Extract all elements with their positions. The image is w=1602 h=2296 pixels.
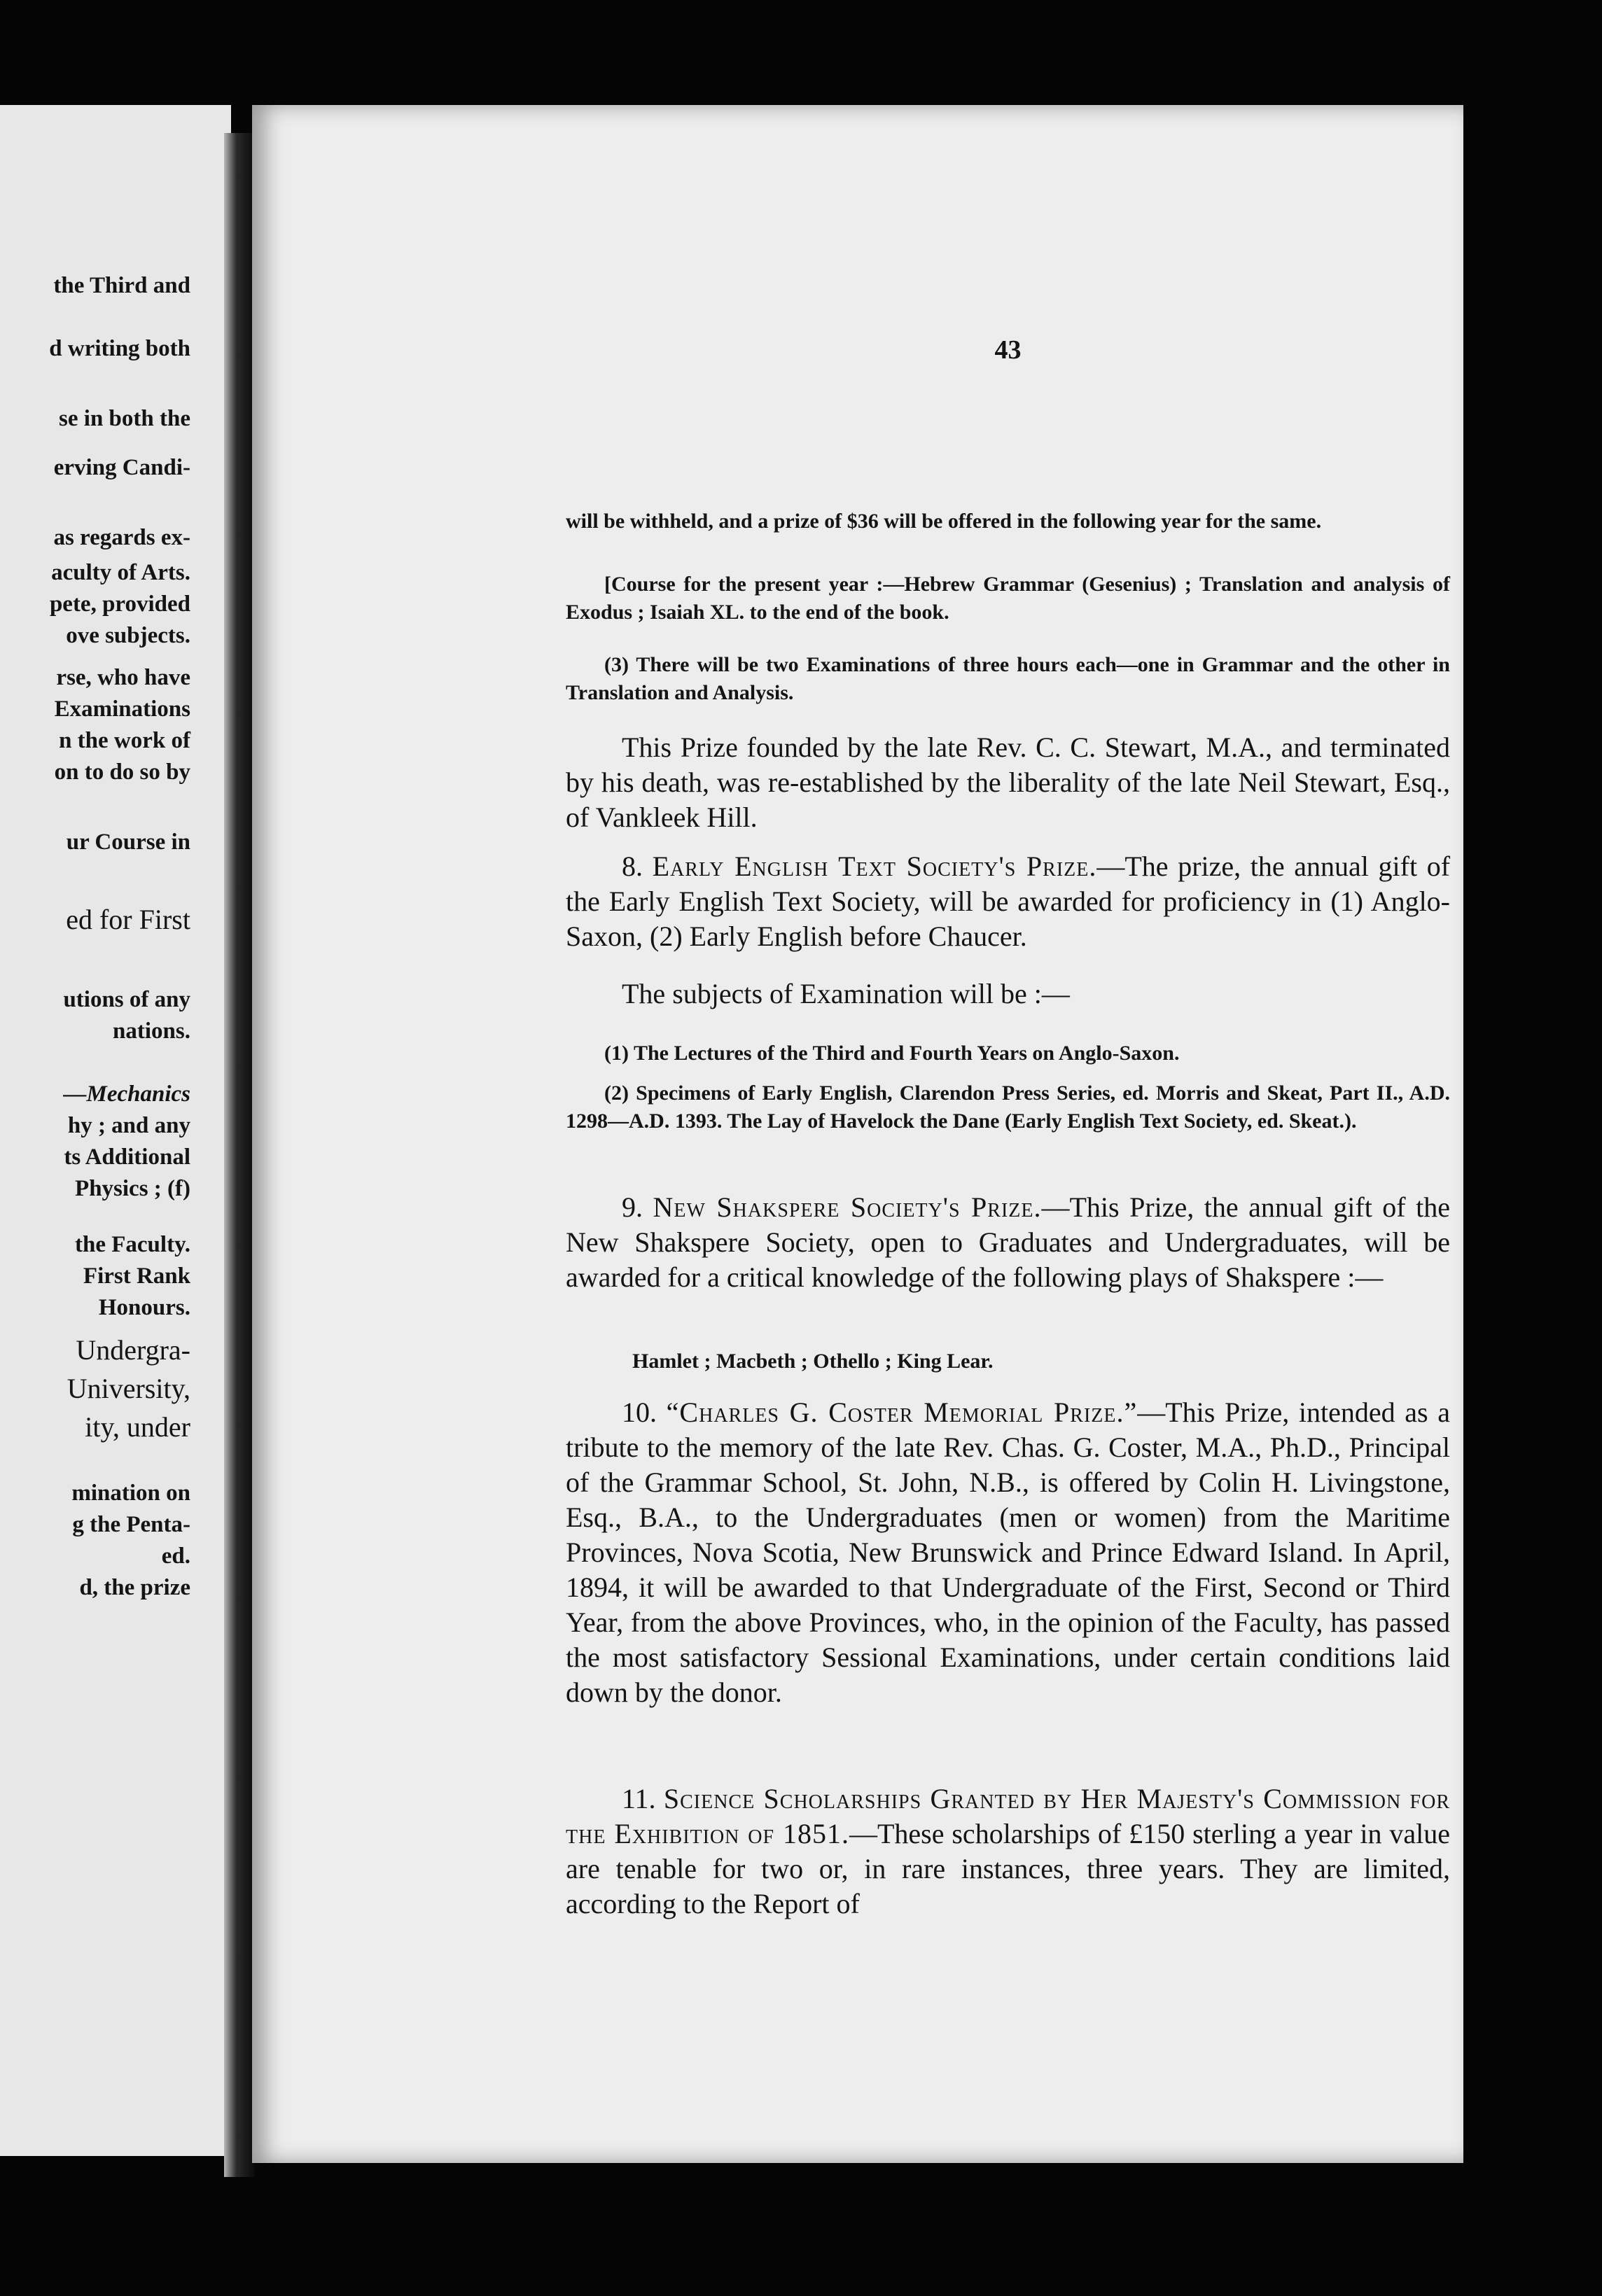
left-page-line: the Faculty. <box>75 1232 190 1257</box>
left-page-line: utions of any <box>63 987 190 1012</box>
left-page-line: Undergra- <box>76 1334 190 1366</box>
section-10-body: —This Prize, intended as a tribute to the memory of the late Rev. Chas. G. Coster, M.A., Ph.D., Principal of the Grammar School, St. John, N.B., is offered by Colin H. Livingstone, Esq., B.A., to the Undergraduates (men or women) from the Maritime Provinces, Nova Scotia, New Brunswick and Prince Edward Island. In April, 1894, it will be awarded to that Undergraduate of the First, Second or Third Year, from the above Provinces, who, in the opinion of the Faculty, has passed the most satisfactory Sessional Examinations, under certain conditions laid down by the donor. <box>566 1396 1451 1708</box>
section-8 <box>566 849 1450 954</box>
paragraph-subjects: The subjects of Examination will be :— <box>622 978 1070 1009</box>
section-8-item-1: (1) The Lectures of the Third and Fourth Years on Anglo-Saxon. <box>604 1042 1180 1065</box>
left-page-line: aculty of Arts. <box>51 560 190 585</box>
left-page-line: pete, provided <box>49 592 190 617</box>
left-page-fragment <box>0 105 231 2156</box>
left-page-line: Physics ; (f) <box>75 1176 190 1201</box>
section-9-heading: New Shakspere Society's Prize. <box>653 1191 1042 1223</box>
left-page-line: —Mechanics <box>63 1082 190 1107</box>
paragraph-three-exams: (3) There will be two Examinations of three hours each—one in Grammar and the other in Translation and Analysis. <box>566 653 1450 704</box>
left-page-line: erving Candi- <box>53 455 190 480</box>
left-page-line: Honours. <box>98 1295 190 1320</box>
right-page <box>252 105 1463 2163</box>
section-9-number: 9. <box>622 1191 653 1223</box>
section-9-body: —This Prize, the annual gift of the New Shakspere Society, open to Graduates and Undergraduates, will be awarded for a critical knowledge of the following plays of Shakspere :— <box>566 1191 1450 1293</box>
section-10-heading: “Charles G. Coster Memorial Prize.” <box>666 1396 1138 1428</box>
section-8-item-2: (2) Specimens of Early English, Clarendon Press Series, ed. Morris and Skeat, Part II., A.D. 1298—A.D. 1393. The Lay of Havelock the Dane (Early English Text Society, ed. Skeat.). <box>566 1082 1450 1133</box>
left-page-line: the Third and <box>53 273 190 298</box>
section-11-heading: Science Scholarships Granted by Her Majesty's Commission for the Exhibition of 1851. <box>566 1783 1451 1849</box>
left-page-line: rse, who have <box>56 665 190 690</box>
left-page-line: ed for First <box>66 904 190 935</box>
section-8-number: 8. <box>622 850 653 882</box>
left-page-line: se in both the <box>59 406 190 431</box>
left-page-line: d, the prize <box>79 1575 190 1600</box>
section-8-body: —The prize, the annual gift of the Early English Text Society, will be awarded for proficiency in (1) Anglo-Saxon, (2) Early English before Chaucer. <box>566 850 1451 952</box>
left-page-line: ove subjects. <box>66 623 190 648</box>
paragraph-founded: This Prize founded by the late Rev. C. C. Stewart, M.A., and terminated by his death, was re-established by the liberality of the late Neil Stewart, Esq., of Vankleek Hill. <box>566 732 1450 833</box>
section-8-heading: Early English Text Society's Prize. <box>652 850 1097 882</box>
page-number: 43 <box>994 335 1022 365</box>
left-page-line: ts Additional <box>64 1144 190 1170</box>
section-11-number: 11. <box>622 1783 664 1814</box>
paragraph-withheld: will be withheld, and a prize of $36 will be offered in the following year for the same. <box>566 510 1322 533</box>
left-page-line: Examinations <box>54 696 190 722</box>
book-spine <box>224 133 255 2177</box>
left-page-line: University, <box>67 1373 190 1404</box>
section-11 <box>566 1782 1450 1921</box>
left-page-line: First Rank <box>83 1264 190 1289</box>
left-page-line: as regards ex- <box>53 525 190 550</box>
left-page-line: ur Course in <box>66 830 190 855</box>
section-9-plays: Hamlet ; Macbeth ; Othello ; King Lear. <box>632 1350 994 1373</box>
left-page-line: d writing both <box>49 336 190 361</box>
left-page-line: on to do so by <box>54 760 190 785</box>
left-page-line: hy ; and any <box>67 1113 190 1138</box>
left-page-line: nations. <box>113 1018 190 1044</box>
left-page-line: g the Penta- <box>72 1512 190 1537</box>
section-9 <box>566 1190 1450 1295</box>
paragraph-course: [Course for the present year :—Hebrew Grammar (Gesenius) ; Translation and analysis of Exodus ; Isaiah XL. to the end of the book. <box>566 573 1450 624</box>
left-page-line: ed. <box>161 1544 190 1569</box>
section-10-number: 10. <box>622 1396 667 1428</box>
section-11-body: —These scholarships of £150 sterling a year in value are tenable for two or, in rare instances, three years. They are limited, according to the Report of <box>566 1818 1450 1919</box>
left-page-line: ity, under <box>85 1411 190 1443</box>
section-10 <box>566 1395 1450 1710</box>
left-page-line: n the work of <box>59 728 190 753</box>
left-page-line: mination on <box>71 1480 190 1506</box>
